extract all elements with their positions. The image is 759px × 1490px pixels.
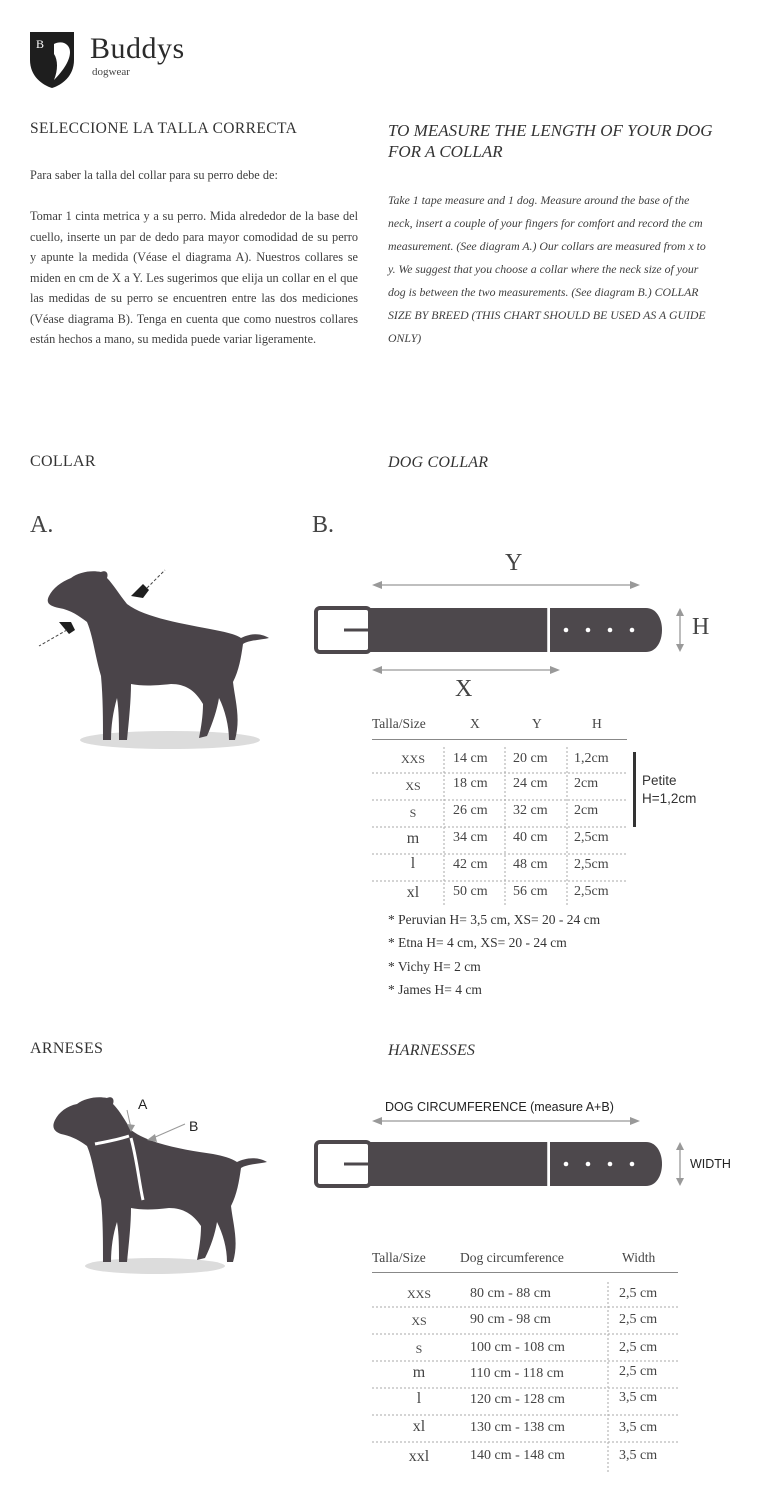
collar-title-en: DOG COLLAR: [388, 454, 489, 471]
collar-row-size: XXS: [400, 752, 425, 766]
collar-table-header-rule: [372, 739, 627, 740]
harness-strap-diagram: [300, 1115, 740, 1195]
petite-line1: Petite: [642, 773, 677, 788]
harness-row-circ: 120 cm - 128 cm: [470, 1392, 565, 1407]
harness-row-size: l: [416, 1390, 422, 1407]
collar-row-size: S: [409, 806, 417, 820]
harness-point-a: A: [138, 1096, 148, 1112]
diagram-a-label: A.: [30, 512, 54, 538]
label-y: Y: [505, 550, 523, 576]
harness-row-width: 2,5 cm: [619, 1312, 658, 1327]
collar-row-y: 40 cm: [513, 830, 548, 845]
intro-en-body: Take 1 tape measure and 1 dog. Measure around the base of the neck, insert a couple of your fingers for comfort and record the cm measurement. (See diagram A.) Our collars are measured from x to y. We suggest that you choose a collar where the neck size of your dog is between the two measurements. (See diagram B.) COLLAR SIZE BY BREED (THIS CHART SHOULD BE USED AS A GUIDE ONLY): [388, 193, 706, 345]
dog-harness-icon: [45, 1090, 280, 1280]
harness-row-size: XS: [411, 1314, 427, 1328]
collar-row-y: 32 cm: [513, 803, 548, 818]
harness-title-es: ARNESES: [30, 1040, 104, 1057]
harness-row-circ: 90 cm - 98 cm: [470, 1312, 551, 1327]
harness-table-header-rule: [372, 1272, 678, 1273]
collar-th-size: Talla/Size: [372, 716, 426, 731]
harness-th-size: Talla/Size: [372, 1250, 426, 1265]
harness-row-width: 3,5 cm: [619, 1390, 658, 1405]
collar-row-h: 2,5cm: [574, 857, 609, 872]
intro-es-body: Tomar 1 cinta metrica y a su perro. Mida alrededor de la base del cuello, inserte un par de dedo para mayor comodidad de su perro y apunte la medida (Véase el diagrama A). Nuestros collares se miden en cm de X a Y. Les sugerimos que elija un collar en el que las medidas de su perro se encuentren entre las dos mediciones (Véase diagrama B). Tenga en cuenta que como nuestros collares están hechos a mano, su medida puede variar ligeramente.: [30, 209, 358, 346]
harness-row-size: XXS: [406, 1287, 431, 1301]
harness-row-width: 2,5 cm: [619, 1364, 658, 1379]
brand-subtitle: dogwear: [92, 66, 130, 78]
collar-th-x: X: [470, 716, 480, 731]
harness-row-size: xl: [412, 1418, 426, 1435]
collar-row-h: 2cm: [574, 803, 599, 818]
harness-row-size: xxl: [408, 1448, 430, 1465]
collar-row-y: 48 cm: [513, 857, 548, 872]
harness-row-size: S: [415, 1342, 423, 1356]
label-h: H: [692, 614, 710, 640]
dog-silhouette-icon: [35, 560, 280, 755]
collar-row-size: xl: [406, 884, 420, 901]
breed-note: * James H= 4 cm: [388, 982, 482, 997]
collar-row-size: l: [410, 855, 416, 872]
harness-point-b: B: [189, 1118, 199, 1134]
collar-row-size: XS: [405, 779, 421, 793]
collar-title-es: COLLAR: [30, 453, 96, 470]
heading-en: TO MEASURE THE LENGTH OF YOUR DOG FOR A COLLAR: [388, 121, 713, 161]
breed-note: * Etna H= 4 cm, XS= 20 - 24 cm: [388, 935, 567, 950]
collar-row-h: 2cm: [574, 776, 599, 791]
harness-row-circ: 80 cm - 88 cm: [470, 1286, 551, 1301]
harness-th-width: Width: [622, 1250, 656, 1265]
harness-row-circ: 140 cm - 148 cm: [470, 1448, 565, 1463]
collar-row-h: 2,5cm: [574, 830, 609, 845]
collar-row-x: 34 cm: [453, 830, 488, 845]
harness-row-width: 3,5 cm: [619, 1448, 658, 1463]
intro-es-lead: Para saber la talla del collar para su perro debe de:: [30, 168, 278, 182]
heading-es: SELECCIONE LA TALLA CORRECTA: [30, 120, 298, 137]
breed-note: * Vichy H= 2 cm: [388, 959, 481, 974]
harness-row-circ: 130 cm - 138 cm: [470, 1420, 565, 1435]
breed-note: * Peruvian H= 3,5 cm, XS= 20 - 24 cm: [388, 912, 601, 927]
collar-row-y: 56 cm: [513, 884, 548, 899]
harness-th-circ: Dog circumference: [460, 1250, 564, 1265]
label-x: X: [455, 676, 473, 702]
width-label: WIDTH: [690, 1157, 731, 1171]
brand-name: Buddys: [90, 32, 185, 65]
harness-row-width: 2,5 cm: [619, 1286, 658, 1301]
collar-row-y: 24 cm: [513, 776, 548, 791]
logo-initial: B: [36, 37, 45, 51]
collar-row-x: 50 cm: [453, 884, 488, 899]
collar-row-x: 26 cm: [453, 803, 488, 818]
collar-row-h: 1,2cm: [574, 751, 609, 766]
collar-th-y: Y: [532, 716, 542, 731]
circumference-label: DOG CIRCUMFERENCE (measure A+B): [385, 1100, 614, 1114]
harness-row-circ: 100 cm - 108 cm: [470, 1340, 565, 1355]
shield-logo-icon: [28, 30, 76, 90]
collar-row-x: 42 cm: [453, 857, 488, 872]
petite-note: [642, 772, 696, 808]
harness-row-circ: 110 cm - 118 cm: [470, 1366, 564, 1381]
petite-line2: H=1,2cm: [642, 791, 697, 806]
collar-row-x: 18 cm: [453, 776, 488, 791]
collar-th-h: H: [592, 716, 602, 731]
collar-row-size: m: [406, 830, 420, 847]
harness-title-en: HARNESSES: [388, 1042, 476, 1059]
diagram-b-label: B.: [312, 512, 335, 538]
harness-row-width: 3,5 cm: [619, 1420, 658, 1435]
collar-row-y: 20 cm: [513, 751, 548, 766]
collar-row-x: 14 cm: [453, 751, 488, 766]
harness-row-size: m: [412, 1364, 426, 1381]
collar-row-h: 2,5cm: [574, 884, 609, 899]
harness-row-width: 2,5 cm: [619, 1340, 658, 1355]
petite-bracket: [633, 752, 636, 827]
